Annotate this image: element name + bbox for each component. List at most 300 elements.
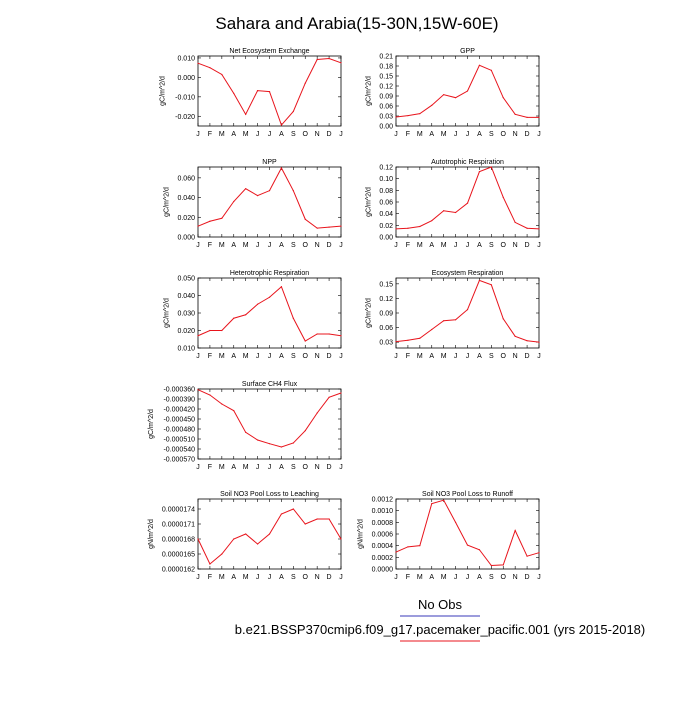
panel-1-data-point: [197, 63, 198, 64]
panel-6-data-point: [443, 320, 444, 321]
panel-1-data-point: [221, 74, 222, 75]
panel-8-data-point: [209, 563, 210, 564]
panel-2: [365, 48, 540, 138]
panel-5-xtick-label: O: [302, 353, 308, 360]
panel-8-data-point: [197, 538, 198, 539]
panel-3-xtick-label: D: [326, 242, 332, 249]
panel-1-data-point: [257, 90, 258, 91]
panel-2-xtick-label: M: [416, 131, 423, 138]
panel-1-xtick-label: J: [267, 131, 272, 138]
panel-7-xtick-label: M: [218, 464, 225, 471]
panel-1-ytick-label: -0.020: [175, 113, 195, 121]
panel-6-ytick-label: 0.12: [379, 295, 393, 303]
panel-2-xtick-label: F: [405, 131, 411, 138]
panel-8-data-point: [281, 513, 282, 514]
panel-4-data-point: [515, 222, 516, 223]
panel-4-data-point: [538, 228, 539, 229]
panel-4-xtick-label: N: [512, 242, 518, 249]
panel-8-title: Soil NO3 Pool Loss to Leaching: [220, 491, 319, 498]
panel-1-data-point: [233, 93, 234, 94]
panel-3-xtick-label: A: [279, 242, 284, 249]
panel-7-xtick-label: J: [267, 464, 272, 471]
panel-9-xtick-label: F: [405, 574, 411, 581]
panel-5-xtick-label: M: [242, 353, 249, 360]
panel-2-xtick-label: A: [429, 131, 435, 138]
panel-4-xtick-label: A: [429, 242, 435, 249]
panel-9-data-point: [538, 552, 539, 553]
panel-4-xtick-label: D: [524, 242, 530, 249]
panel-8-ytick-label: 0.0000165: [161, 551, 195, 559]
panel-1-data-point: [328, 58, 329, 59]
panel-6-xtick-label: A: [429, 353, 435, 360]
panel-7-ytick-label: -0.000360: [163, 386, 195, 394]
panel-5-xtick-label: A: [231, 353, 237, 360]
panel-3-data-point: [328, 227, 329, 228]
panel-4-ytick-label: 0.06: [379, 199, 393, 207]
panel-3-data-point: [281, 167, 282, 168]
panel-4-xtick-label: J: [394, 242, 398, 249]
panel-5-ytick-label: 0.030: [177, 310, 195, 318]
panel-9-xtick-label: J: [453, 574, 458, 581]
panel-8-xtick-label: M: [242, 574, 249, 581]
panel-4-ytick-label: 0.02: [379, 222, 393, 230]
panel-3-ytick-label: 0.020: [177, 214, 195, 222]
panel-3: [164, 159, 343, 249]
panel-7-ytick-label: -0.000570: [163, 456, 195, 464]
panel-4-data-point: [431, 220, 432, 221]
panel-9-ytick-label: 0.0000: [371, 566, 393, 574]
panel-5-ytick-label: 0.040: [177, 293, 195, 300]
panel-2-xtick-label: M: [440, 131, 447, 138]
panel-6-ytick-label: 0.03: [379, 339, 393, 347]
panel-2-data-point: [503, 97, 504, 98]
panel-2-xtick-label: J: [453, 131, 458, 138]
panel-3-ytick-label: 0.060: [177, 175, 195, 183]
panel-8-data-point: [221, 553, 222, 554]
panel-4-data-point: [479, 171, 480, 172]
panel-5-xtick-label: S: [290, 353, 296, 360]
panel-7-data-point: [281, 446, 282, 447]
panel-7-xtick-label: O: [302, 464, 308, 471]
panel-9: [358, 491, 541, 581]
panel-6-xtick-label: J: [537, 353, 541, 360]
panel-2-ylabel: gC/m^2/d: [365, 76, 373, 106]
panel-6-xtick-label: O: [500, 353, 506, 360]
panel-8-ytick-label: 0.0000171: [161, 521, 195, 529]
panel-6: [365, 270, 540, 360]
panel-9-ytick-label: 0.0004: [371, 543, 393, 551]
panel-5-title: Heterotrophic Respiration: [229, 270, 310, 277]
panel-6-xtick-label: J: [453, 353, 458, 360]
panel-9-data-point: [467, 544, 468, 545]
panel-5-xtick-label: F: [207, 353, 213, 360]
panel-3-data-point: [317, 228, 318, 229]
panel-6-xtick-label: J: [465, 353, 470, 360]
panel-9-frame: [396, 499, 539, 569]
panel-8-xtick-label: A: [279, 574, 284, 581]
panel-7-data-point: [257, 439, 258, 440]
panel-2-data-point: [491, 70, 492, 71]
panel-4-ytick-label: 0.10: [379, 176, 393, 184]
panel-6-data-point: [395, 341, 396, 342]
panel-2-ytick-label: 0.06: [379, 103, 393, 111]
panel-2-title: GPP: [460, 48, 475, 55]
panel-8-data-point: [340, 538, 341, 539]
panel-1-xtick-label: J: [339, 131, 343, 138]
panel-7-data-point: [245, 432, 246, 433]
panels-group: [148, 48, 541, 581]
panel-2-xtick-label: O: [500, 131, 506, 138]
panel-6-xtick-label: F: [405, 353, 411, 360]
panel-2-data-point: [419, 113, 420, 114]
panel-7-xtick-label: F: [207, 464, 213, 471]
panel-3-data-point: [269, 190, 270, 191]
panel-7-series-line: [198, 390, 341, 447]
panel-9-xtick-label: O: [500, 574, 506, 581]
panel-2-xtick-label: J: [537, 131, 541, 138]
panel-1-data-point: [269, 91, 270, 92]
panel-6-data-point: [455, 319, 456, 320]
panel-5-xtick-label: J: [255, 353, 260, 360]
panel-3-title: NPP: [262, 159, 277, 166]
panel-7-data-point: [197, 389, 198, 390]
panel-1-xtick-label: M: [218, 131, 225, 138]
panel-3-xtick-label: F: [207, 242, 213, 249]
panel-7-xtick-label: M: [242, 464, 249, 471]
panel-2-xtick-label: J: [465, 131, 470, 138]
panel-9-xtick-label: D: [524, 574, 530, 581]
panel-1-data-point: [305, 83, 306, 84]
panel-2-ytick-label: 0.03: [379, 113, 393, 121]
panel-8-data-point: [257, 543, 258, 544]
panel-1-data-point: [340, 62, 341, 63]
panel-4-ytick-label: 0.00: [379, 234, 393, 242]
panel-4-series-line: [396, 167, 539, 229]
panel-8-xtick-label: M: [218, 574, 225, 581]
panel-9-data-point: [503, 564, 504, 565]
panel-1-xtick-label: M: [242, 131, 249, 138]
panel-5-xtick-label: J: [196, 353, 200, 360]
panel-3-data-point: [257, 195, 258, 196]
panel-8-xtick-label: J: [255, 574, 260, 581]
panel-7-ytick-label: -0.000450: [163, 416, 195, 424]
panel-1-data-point: [293, 111, 294, 112]
panel-9-ytick-label: 0.0012: [371, 496, 393, 504]
panel-2-data-point: [515, 114, 516, 115]
panel-9-ylabel: gN/m^2/d: [357, 519, 365, 549]
panel-7-data-point: [317, 412, 318, 413]
panel-4-title: Autotrophic Respiration: [431, 159, 504, 166]
panel-2-ytick-label: 0.12: [379, 83, 393, 91]
panel-8-xtick-label: D: [326, 574, 332, 581]
panel-9-data-point: [407, 546, 408, 547]
panel-9-data-point: [443, 500, 444, 501]
panel-7-data-point: [209, 394, 210, 395]
panel-6-ytick-label: 0.09: [379, 310, 393, 318]
panel-3-xtick-label: A: [231, 242, 237, 249]
panel-9-xtick-label: M: [416, 574, 423, 581]
panel-6-xtick-label: A: [477, 353, 482, 360]
panel-4-xtick-label: O: [500, 242, 506, 249]
panel-4-ytick-label: 0.08: [379, 187, 393, 195]
panel-2-ytick-label: 0.18: [379, 63, 393, 71]
panel-5-frame: [198, 278, 341, 348]
panel-5-ylabel: gC/m^2/d: [163, 298, 171, 328]
panel-3-series-line: [198, 168, 341, 228]
panel-1-ytick-label: 0.010: [177, 55, 195, 63]
panel-1-xtick-label: N: [314, 131, 320, 138]
panel-3-data-point: [245, 188, 246, 189]
panel-5-data-point: [305, 340, 306, 341]
panel-3-data-point: [305, 219, 306, 220]
panel-5-data-point: [317, 333, 318, 334]
panel-9-data-point: [419, 545, 420, 546]
panel-3-ylabel: gC/m^2/d: [163, 187, 171, 217]
panel-9-data-point: [526, 556, 527, 557]
panel-5-data-point: [197, 335, 198, 336]
panel-3-xtick-label: M: [218, 242, 225, 249]
panel-6-xtick-label: J: [394, 353, 398, 360]
panel-3-xtick-label: M: [242, 242, 249, 249]
panel-7-xtick-label: J: [339, 464, 343, 471]
panel-9-xtick-label: J: [537, 574, 541, 581]
panel-1-xtick-label: J: [196, 131, 200, 138]
panel-2-data-point: [443, 94, 444, 95]
panel-9-ytick-label: 0.0002: [371, 554, 393, 562]
panel-5-data-point: [340, 335, 341, 336]
panel-4-data-point: [407, 228, 408, 229]
panel-7-ytick-label: -0.000480: [163, 426, 195, 434]
panel-2-data-point: [407, 115, 408, 116]
panel-6-data-point: [431, 329, 432, 330]
panel-9-ytick-label: 0.0006: [371, 531, 393, 539]
panel-9-xtick-label: N: [512, 574, 518, 581]
panel-3-xtick-label: J: [339, 242, 343, 249]
panel-5: [164, 270, 343, 360]
panel-1-title: Net Ecosystem Exchange: [229, 48, 310, 55]
panel-6-data-point: [526, 340, 527, 341]
panel-1-xtick-label: D: [326, 131, 332, 138]
panel-3-xtick-label: O: [302, 242, 308, 249]
panel-8-xtick-label: S: [290, 574, 296, 581]
panel-2-data-point: [526, 117, 527, 118]
panel-8-xtick-label: N: [314, 574, 320, 581]
panel-9-data-point: [431, 503, 432, 504]
panel-4-xtick-label: J: [537, 242, 541, 249]
panel-8-xtick-label: F: [207, 574, 213, 581]
panel-4-data-point: [503, 197, 504, 198]
panel-5-ytick-label: 0.050: [177, 275, 195, 283]
panel-8-xtick-label: J: [196, 574, 200, 581]
panel-7-title: Surface CH4 Flux: [241, 381, 298, 388]
panel-7-data-point: [293, 442, 294, 443]
panel-2-ytick-label: 0.21: [379, 53, 393, 61]
panel-5-data-point: [281, 286, 282, 287]
legend-case-label: b.e21.BSSP370cmip6.f09_g17.pacemaker_pacific.001 (yrs 2015-2018): [234, 622, 646, 637]
panel-8-xtick-label: J: [267, 574, 272, 581]
panel-6-ylabel: gC/m^2/d: [365, 298, 373, 328]
panel-6-data-point: [503, 318, 504, 319]
panel-5-data-point: [269, 297, 270, 298]
panel-1-xtick-label: F: [207, 131, 213, 138]
panel-2-xtick-label: D: [524, 131, 530, 138]
panel-8-ytick-label: 0.0000174: [161, 506, 195, 514]
panel-2-ytick-label: 0.09: [379, 93, 393, 101]
panel-5-xtick-label: M: [218, 353, 225, 360]
panel-3-xtick-label: J: [267, 242, 272, 249]
panel-8-data-point: [269, 533, 270, 534]
panel-5-data-point: [293, 318, 294, 319]
panel-7-xtick-label: A: [279, 464, 284, 471]
panel-3-xtick-label: J: [255, 242, 260, 249]
panel-4-ytick-label: 0.12: [379, 164, 393, 172]
panel-8-xtick-label: J: [339, 574, 343, 581]
panel-6-data-point: [419, 338, 420, 339]
panel-7-xtick-label: D: [326, 464, 332, 471]
panel-8-xtick-label: O: [302, 574, 308, 581]
panel-2-data-point: [455, 97, 456, 98]
panel-1-ylabel: gC/m^2/d: [159, 76, 167, 106]
panel-8-data-point: [293, 508, 294, 509]
panel-4: [365, 159, 540, 249]
panel-9-data-point: [515, 530, 516, 531]
panel-6-xtick-label: S: [488, 353, 494, 360]
panel-7-ylabel: gC/m^2/d: [147, 409, 155, 439]
panel-9-ytick-label: 0.0008: [371, 519, 393, 527]
panel-4-data-point: [455, 212, 456, 213]
panel-3-data-point: [293, 190, 294, 191]
panel-7-xtick-label: N: [314, 464, 320, 471]
panel-4-xtick-label: F: [405, 242, 411, 249]
panel-6-ytick-label: 0.06: [379, 325, 393, 333]
panel-3-ytick-label: 0.040: [177, 195, 195, 203]
figure-title: Sahara and Arabia(15-30N,15W-60E): [215, 14, 499, 33]
panel-5-ytick-label: 0.010: [177, 345, 195, 353]
panel-3-frame: [198, 167, 341, 237]
panel-4-xtick-label: A: [477, 242, 482, 249]
panel-2-data-point: [538, 117, 539, 118]
panel-3-xtick-label: N: [314, 242, 320, 249]
panel-7-data-point: [221, 403, 222, 404]
panel-2-xtick-label: A: [477, 131, 482, 138]
panel-3-data-point: [233, 201, 234, 202]
panel-7-xtick-label: S: [290, 464, 296, 471]
panel-9-xtick-label: M: [440, 574, 447, 581]
panel-6-data-point: [515, 336, 516, 337]
panel-4-data-point: [491, 166, 492, 167]
panel-9-ytick-label: 0.0010: [371, 508, 393, 516]
panel-2-xtick-label: N: [512, 131, 518, 138]
panel-4-xtick-label: M: [440, 242, 447, 249]
panel-7-xtick-label: J: [196, 464, 200, 471]
panel-5-xtick-label: D: [326, 353, 332, 360]
panel-5-data-point: [257, 304, 258, 305]
panel-1-ytick-label: -0.010: [175, 94, 195, 102]
panel-8-xtick-label: A: [231, 574, 237, 581]
panel-6-series-line: [396, 280, 539, 342]
panel-2-xtick-label: S: [488, 131, 494, 138]
panel-9-title: Soil NO3 Pool Loss to Runoff: [422, 491, 513, 498]
panel-2-data-point: [431, 105, 432, 106]
panel-7-ytick-label: -0.000420: [163, 406, 195, 414]
panel-6-xtick-label: M: [416, 353, 423, 360]
panel-6-xtick-label: D: [524, 353, 530, 360]
panel-3-data-point: [197, 226, 198, 227]
panel-3-data-point: [209, 221, 210, 222]
panel-9-series-line: [396, 500, 539, 565]
panel-3-data-point: [221, 218, 222, 219]
legend-obs-label: No Obs: [417, 597, 463, 612]
panel-5-series-line: [198, 287, 341, 341]
panel-1-data-point: [209, 67, 210, 68]
panel-1-data-point: [317, 59, 318, 60]
panel-4-xtick-label: M: [416, 242, 423, 249]
panel-9-xtick-label: J: [465, 574, 470, 581]
panel-7-data-point: [269, 443, 270, 444]
panel-7-ytick-label: -0.000510: [163, 436, 195, 444]
panel-7-data-point: [328, 397, 329, 398]
panel-3-xtick-label: S: [290, 242, 296, 249]
panel-4-data-point: [467, 203, 468, 204]
panel-7-xtick-label: J: [255, 464, 260, 471]
panel-6-data-point: [491, 284, 492, 285]
panel-5-data-point: [328, 333, 329, 334]
panel-2-data-point: [395, 116, 396, 117]
panel-8-data-point: [328, 518, 329, 519]
panel-9-data-point: [491, 565, 492, 566]
panel-5-ytick-label: 0.020: [177, 328, 195, 335]
panel-3-ytick-label: 0.000: [177, 234, 195, 242]
panel-4-xtick-label: J: [453, 242, 458, 249]
panel-2-ytick-label: 0.00: [379, 123, 393, 131]
panel-5-data-point: [233, 318, 234, 319]
panel-1-ytick-label: 0.000: [177, 74, 195, 82]
panel-6-data-point: [467, 309, 468, 310]
panel-5-data-point: [209, 330, 210, 331]
panel-1-data-point: [245, 114, 246, 115]
panel-7-ytick-label: -0.000540: [163, 446, 195, 454]
panel-6-data-point: [479, 280, 480, 281]
panel-3-xtick-label: J: [196, 242, 200, 249]
panel-4-data-point: [419, 226, 420, 227]
panel-6-ytick-label: 0.15: [379, 281, 393, 289]
panel-9-xtick-label: S: [488, 574, 494, 581]
panel-8-data-point: [317, 518, 318, 519]
panel-4-xtick-label: J: [465, 242, 470, 249]
panel-8-ytick-label: 0.0000162: [161, 566, 195, 574]
panel-4-ytick-label: 0.04: [379, 211, 393, 219]
panel-9-data-point: [395, 551, 396, 552]
panel-9-xtick-label: A: [477, 574, 482, 581]
panel-9-data-point: [479, 549, 480, 550]
panel-9-data-point: [455, 522, 456, 523]
panel-6-xtick-label: N: [512, 353, 518, 360]
panel-5-xtick-label: N: [314, 353, 320, 360]
panel-4-xtick-label: S: [488, 242, 494, 249]
panel-5-xtick-label: J: [267, 353, 272, 360]
panel-1-xtick-label: A: [231, 131, 237, 138]
panel-2-data-point: [467, 90, 468, 91]
panel-4-data-point: [526, 228, 527, 229]
panel-5-xtick-label: J: [339, 353, 343, 360]
panel-7: [148, 381, 343, 471]
panel-6-data-point: [407, 340, 408, 341]
panel-5-data-point: [221, 330, 222, 331]
panel-3-data-point: [340, 226, 341, 227]
panel-6-xtick-label: M: [440, 353, 447, 360]
panel-7-data-point: [305, 430, 306, 431]
panel-2-data-point: [479, 65, 480, 66]
